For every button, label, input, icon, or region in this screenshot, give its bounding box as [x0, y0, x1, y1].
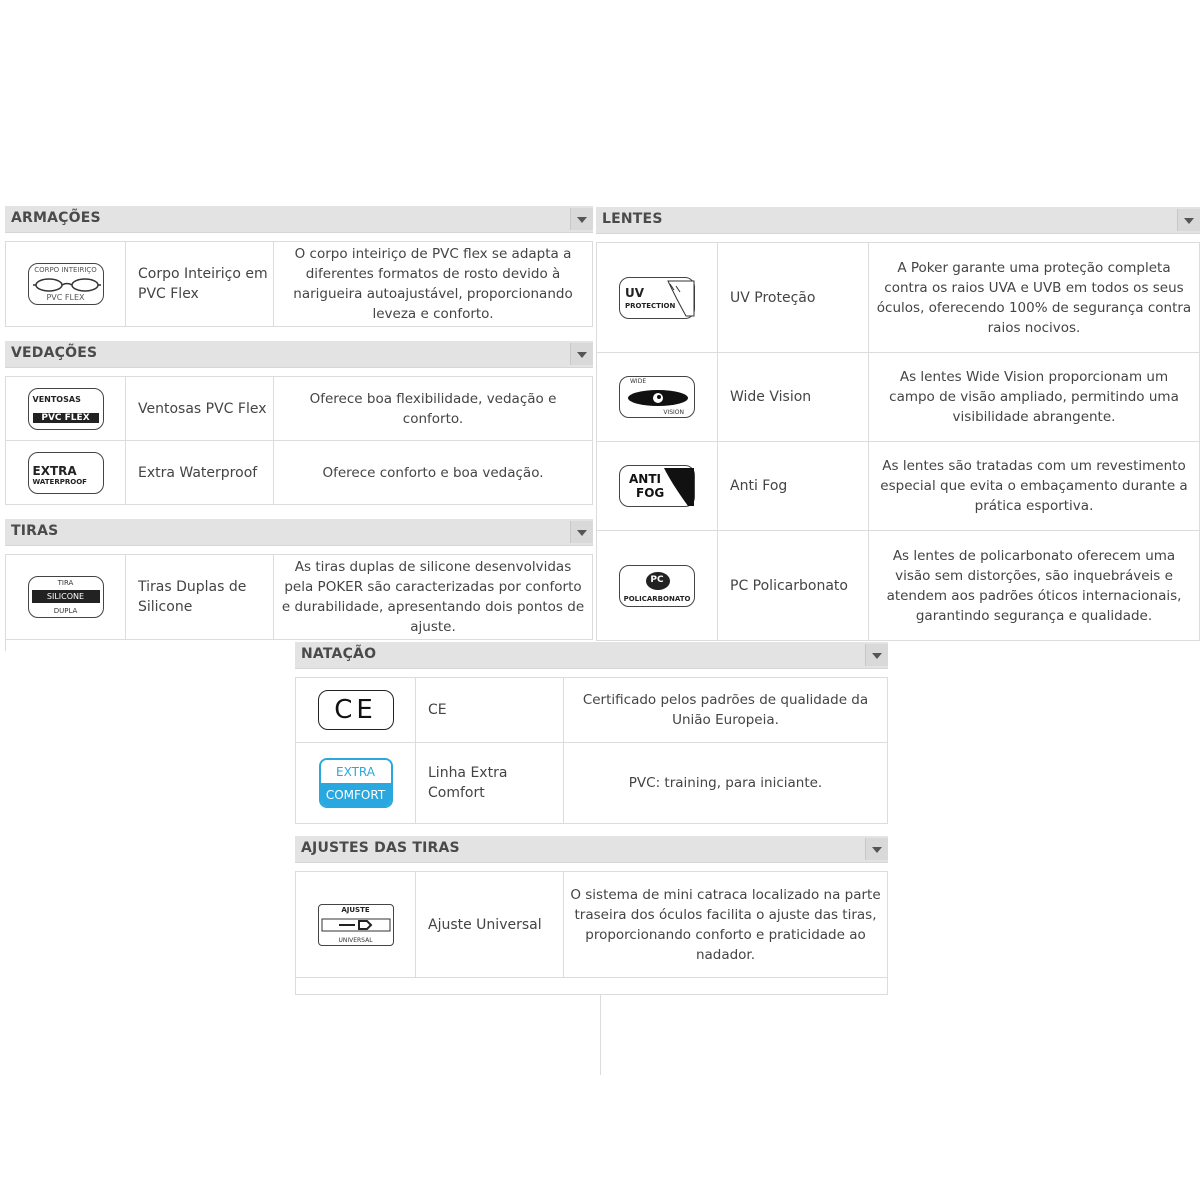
feature-name: Ajuste Universal	[416, 872, 564, 977]
ventosas-pvc-icon	[28, 388, 104, 430]
chevron-down-icon	[872, 653, 882, 659]
wide-vision-icon	[619, 376, 695, 418]
uv-protection-icon	[619, 277, 695, 319]
icon-label-bottom: POLICARBONATO	[623, 594, 691, 603]
collapse-toggle-armacoes[interactable]	[570, 208, 593, 230]
icon-label-top: ANTI	[629, 472, 661, 486]
collapse-toggle-ajustes[interactable]	[865, 838, 888, 860]
chevron-down-icon	[577, 530, 587, 536]
ce-mark-icon: CE	[318, 690, 394, 730]
feature-row	[6, 241, 592, 326]
feature-name: PC Policarbonato	[718, 531, 869, 640]
feature-name: Anti Fog	[718, 442, 869, 530]
section-header-lentes[interactable]	[596, 207, 1200, 234]
panel-tiras	[5, 519, 593, 640]
icon-label-top: EXTRA	[321, 760, 391, 783]
feature-row	[6, 440, 592, 504]
icon-label-bottom: DUPLA	[53, 607, 78, 615]
feature-description: PVC: training, para iniciante.	[628, 775, 823, 791]
feature-name: Ventosas PVC Flex	[126, 377, 274, 440]
feature-row	[296, 742, 887, 823]
feature-name: Wide Vision	[718, 353, 869, 441]
section-header-tiras[interactable]	[5, 519, 593, 546]
divider	[5, 637, 6, 651]
icon-label-top: VENTOSAS	[32, 394, 81, 404]
icon-label-bottom: PVC FLEX	[33, 413, 99, 423]
feature-row	[597, 441, 1199, 530]
icon-label-top: TIRA	[57, 579, 74, 587]
feature-row	[597, 352, 1199, 441]
feature-name: UV Proteção	[718, 243, 869, 352]
icon-label-bottom: PVC FLEX	[46, 293, 85, 302]
feature-description: As tiras duplas de silicone desenvolvidas pela POKER são caracterizadas por conforto e durabilidade, apresentando dois pontos de ajuste.	[281, 559, 585, 635]
chevron-down-icon	[1184, 218, 1194, 224]
chevron-down-icon	[577, 217, 587, 223]
feature-description: O sistema de mini catraca localizado na parte traseira dos óculos facilita o ajuste das tiras, proporcionando conforto e praticidade ao nadador.	[570, 886, 881, 963]
panel-armacoes	[5, 206, 593, 327]
feature-name: Corpo Inteiriço em PVC Flex	[126, 242, 274, 326]
feature-description: A Poker garante uma proteção completa contra os raios UVA e UVB em todos os seus óculos, oferecendo 100% de segurança contra raios nocivos.	[876, 259, 1192, 336]
feature-name: CE	[416, 678, 564, 742]
collapse-toggle-vedacoes[interactable]	[570, 343, 593, 365]
icon-label-bottom: FOG	[636, 486, 665, 500]
collapse-toggle-natacao[interactable]	[865, 644, 888, 666]
feature-description: As lentes de policarbonato oferecem uma visão sem distorções, são inquebráveis e atendem aos padrões óticos internacionais, garantindo segurança e qualidade.	[886, 547, 1182, 624]
icon-label-bottom: WATERPROOF	[32, 477, 87, 486]
feature-row	[6, 554, 592, 639]
feature-row	[296, 677, 887, 742]
feature-row	[597, 242, 1199, 352]
icon-label-top: UV	[625, 285, 645, 300]
section-header-armacoes[interactable]	[5, 206, 593, 233]
panel-natacao	[295, 642, 888, 824]
section-title: TIRAS	[11, 523, 59, 539]
icon-label-bottom: VISION	[663, 409, 684, 416]
section-title: AJUSTES DAS TIRAS	[301, 840, 460, 856]
icon-label-bottom: PROTECTION	[625, 301, 676, 310]
feature-description: Certificado pelos padrões de qualidade da União Europeia.	[582, 692, 869, 728]
divider	[600, 995, 601, 1075]
icon-label-top: PC	[650, 574, 664, 585]
panel-lentes	[596, 207, 1200, 641]
feature-description: Oferece conforto e boa vedação.	[322, 464, 544, 481]
polycarbonate-icon	[619, 565, 695, 607]
section-header-ajustes[interactable]	[295, 836, 888, 863]
silicone-strap-icon	[28, 576, 104, 618]
feature-name: Tiras Duplas de Silicone	[126, 555, 274, 639]
feature-description: As lentes Wide Vision proporcionam um campo de visão ampliado, permitindo uma visibilidade abrangente.	[889, 369, 1179, 425]
feature-row	[296, 871, 887, 978]
chevron-down-icon	[872, 847, 882, 853]
anti-fog-icon	[619, 465, 695, 507]
chevron-down-icon	[577, 352, 587, 358]
feature-name: Extra Waterproof	[126, 441, 274, 504]
feature-description: O corpo inteiriço de PVC flex se adapta a diferentes formatos de rosto devido à narigueira autoajustável, proporcionando leveza e conforto.	[293, 246, 573, 322]
feature-name: Linha Extra Comfort	[416, 743, 564, 823]
section-title: VEDAÇÕES	[11, 345, 98, 361]
feature-description: As lentes são tratadas com um revestimento especial que evita o embaçamento durante a prática esportiva.	[880, 458, 1188, 514]
icon-label-bottom: COMFORT	[321, 783, 391, 806]
section-header-vedacoes[interactable]	[5, 341, 593, 368]
icon-label-mid: SILICONE	[32, 590, 100, 603]
frame-pvc-icon	[28, 263, 104, 305]
feature-description: Oferece boa flexibilidade, vedação e conforto.	[309, 390, 557, 427]
feature-row	[597, 530, 1199, 640]
collapse-toggle-lentes[interactable]	[1177, 209, 1200, 231]
section-title: NATAÇÃO	[301, 646, 377, 662]
feature-row	[6, 376, 592, 440]
section-header-natacao[interactable]	[295, 642, 888, 669]
icon-label-top: CORPO INTEIRIÇO	[34, 266, 97, 274]
section-title: ARMAÇÕES	[11, 210, 101, 226]
panel-ajustes	[295, 836, 888, 995]
section-title: LENTES	[602, 211, 663, 227]
icon-label-bottom: UNIVERSAL	[338, 936, 373, 944]
icon-label-top: AJUSTE	[341, 905, 370, 914]
collapse-toggle-tiras[interactable]	[570, 521, 593, 543]
extra-comfort-icon	[319, 758, 393, 808]
extra-waterproof-icon	[28, 452, 104, 494]
universal-adjust-icon	[318, 904, 394, 946]
panel-vedacoes	[5, 341, 593, 505]
icon-label-top: WIDE	[630, 378, 647, 385]
icon-label-top: EXTRA	[32, 463, 77, 478]
